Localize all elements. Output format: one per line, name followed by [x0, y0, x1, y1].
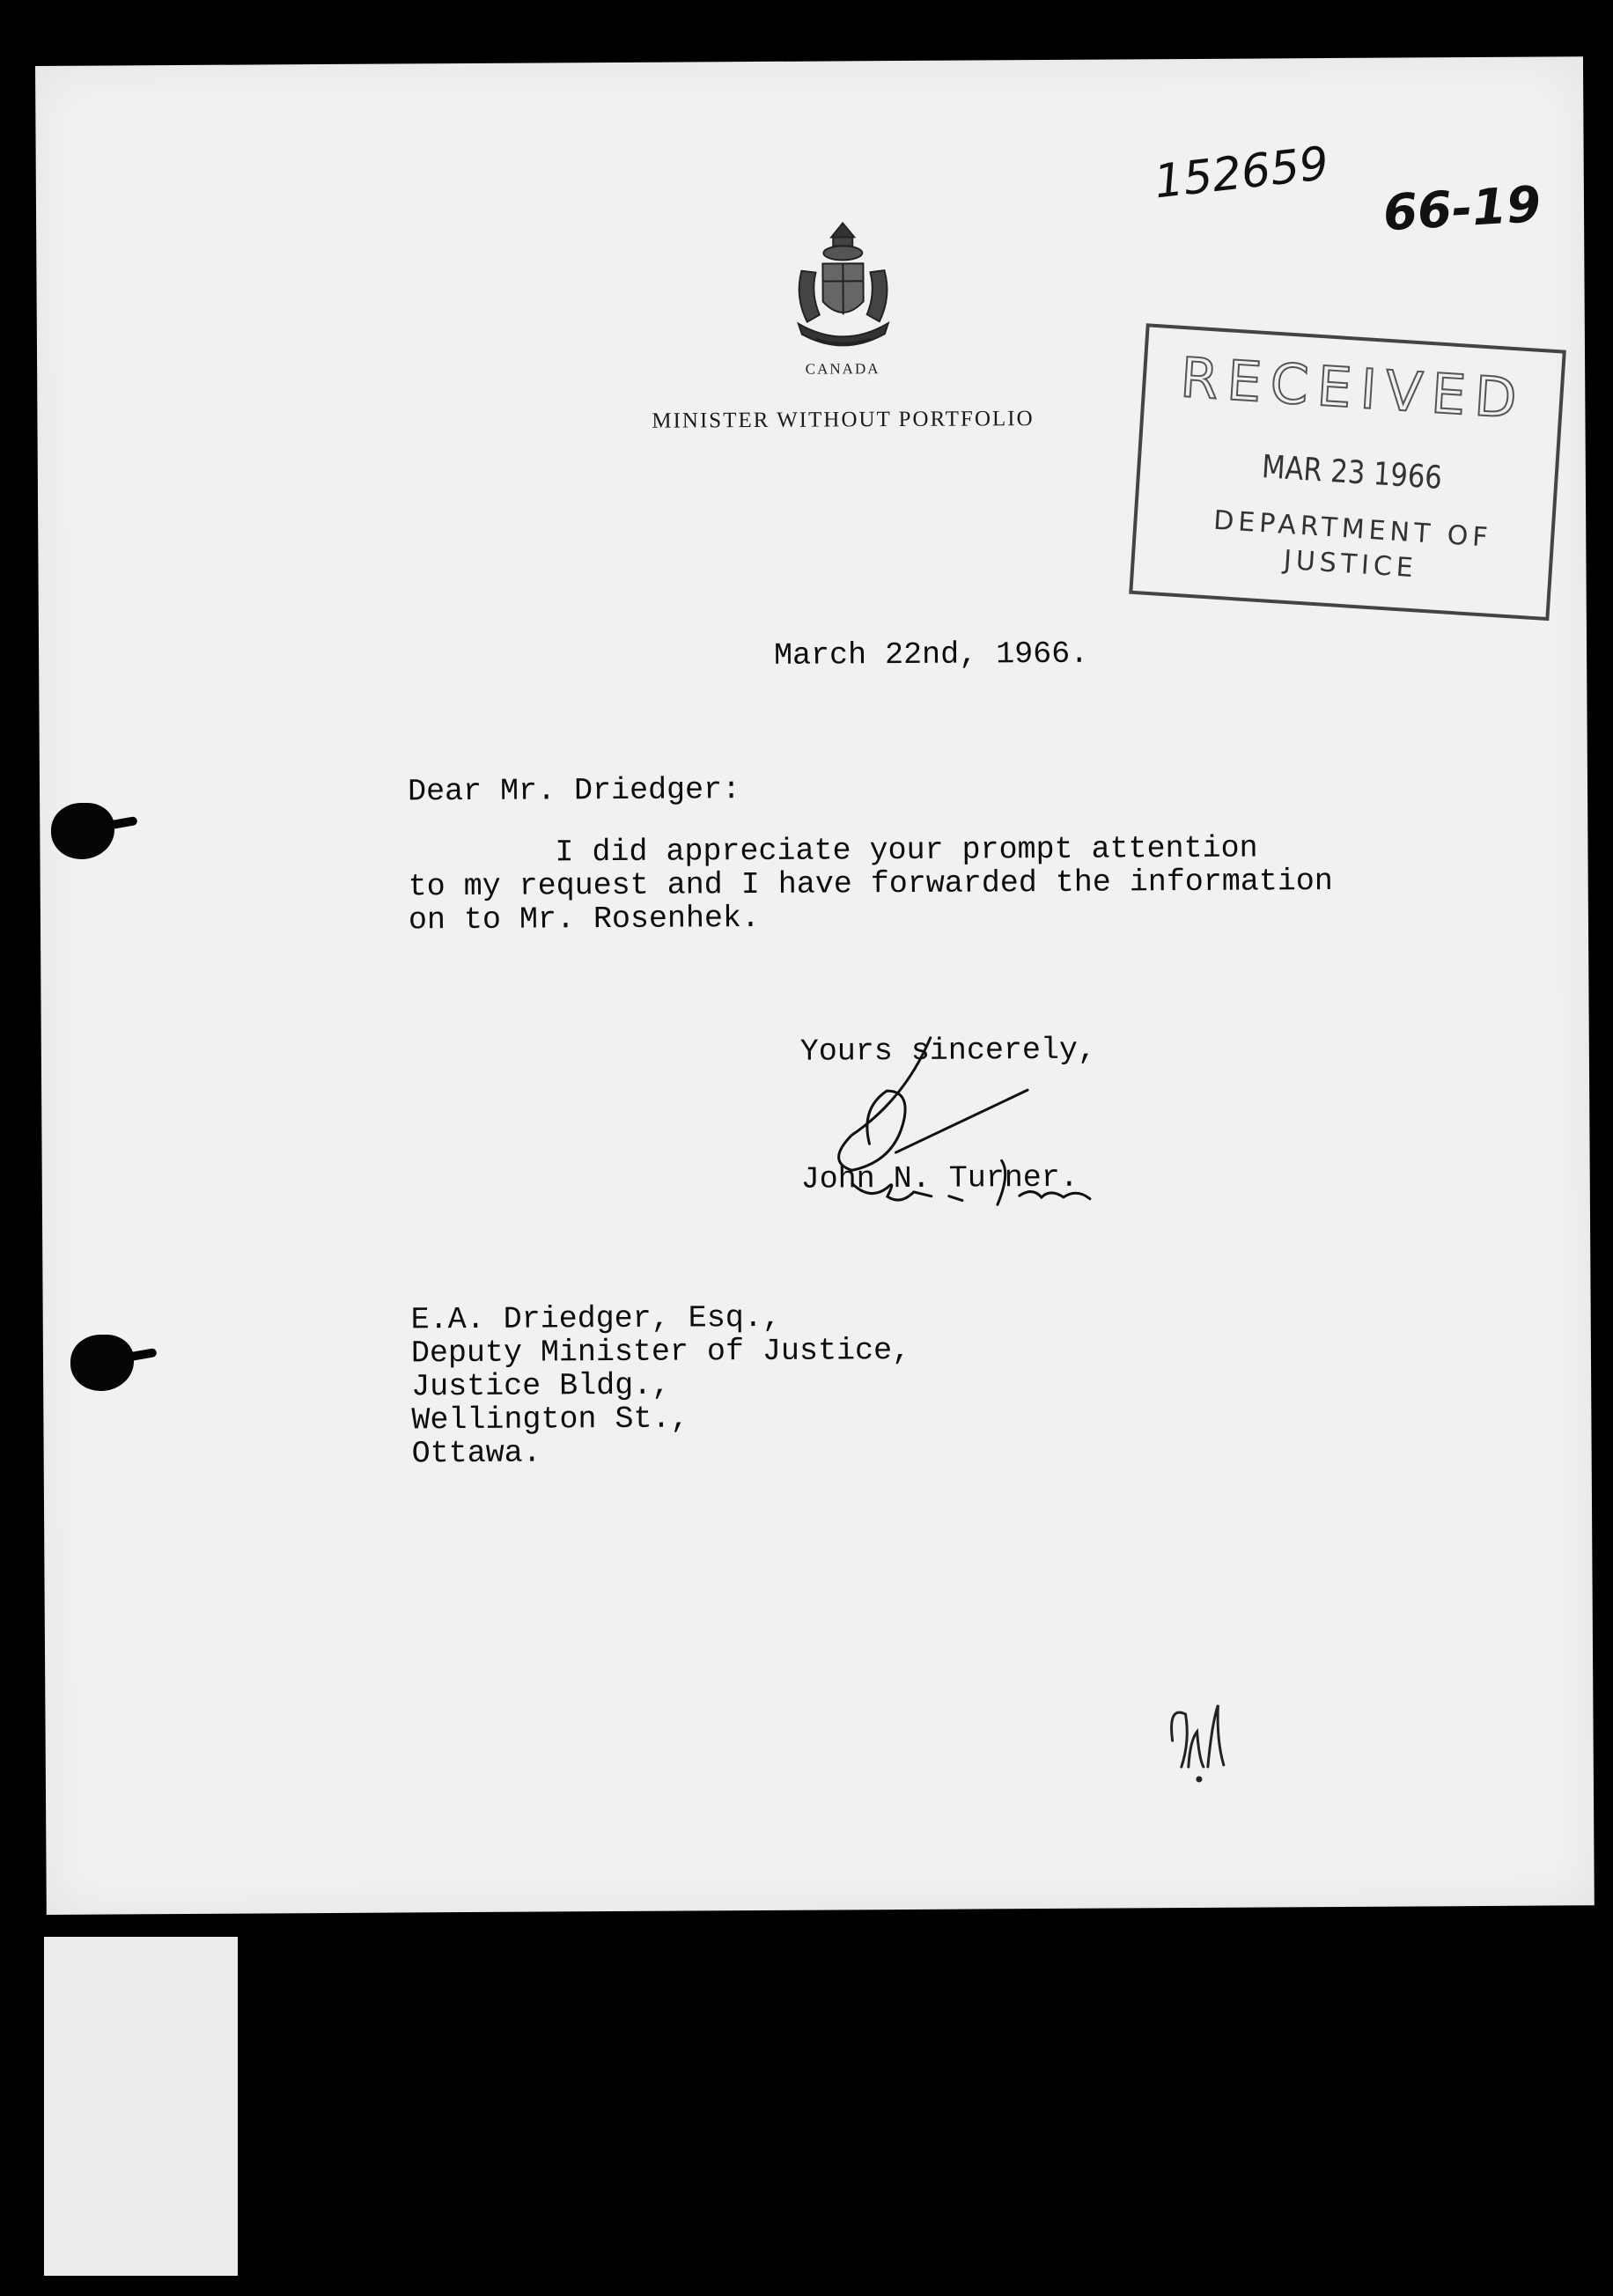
- address-line-5: Ottawa.: [411, 1435, 541, 1472]
- handwritten-file-number: 152659: [1152, 136, 1331, 210]
- attached-slip: [44, 1937, 238, 2276]
- signature-name: John N. Turner.: [800, 1159, 1079, 1197]
- stamp-status: RECEIVED: [1178, 344, 1528, 431]
- address-line-4: Wellington St.,: [411, 1401, 689, 1439]
- closing: Yours sincerely,: [799, 1032, 1097, 1070]
- handwritten-signature: [799, 1027, 1152, 1232]
- handwritten-file-code: 66-19: [1381, 175, 1543, 243]
- letter-page: [35, 56, 1595, 1915]
- salutation: Dear Mr. Driedger:: [407, 772, 741, 810]
- stamp-department: [1152, 499, 1551, 594]
- body-line-2: to my request and I have forwarded the information: [408, 864, 1333, 905]
- handwritten-initials: [1163, 1688, 1234, 1785]
- address-line-1: E.A. Driedger, Esq.,: [410, 1299, 781, 1338]
- stamp-department-line2: JUSTICE: [1282, 544, 1418, 585]
- stamp-department-line1: DEPARTMENT OF: [1212, 504, 1493, 554]
- letterhead-office: MINISTER WITHOUT PORTFOLIO: [652, 407, 1035, 433]
- address-line-2: Deputy Minister of Justice,: [410, 1332, 911, 1372]
- stamp-date: MAR 23 1966: [1260, 449, 1444, 497]
- coat-of-arms-icon: [789, 217, 897, 355]
- letterhead-country: CANADA: [805, 360, 880, 378]
- body-line-1: I did appreciate your prompt attention: [555, 830, 1258, 871]
- received-stamp: [1129, 323, 1566, 621]
- letter-date: March 22nd, 1966.: [773, 636, 1089, 673]
- body-line-3: on to Mr. Rosenhek.: [408, 900, 761, 938]
- address-line-3: Justice Bldg.,: [411, 1367, 671, 1405]
